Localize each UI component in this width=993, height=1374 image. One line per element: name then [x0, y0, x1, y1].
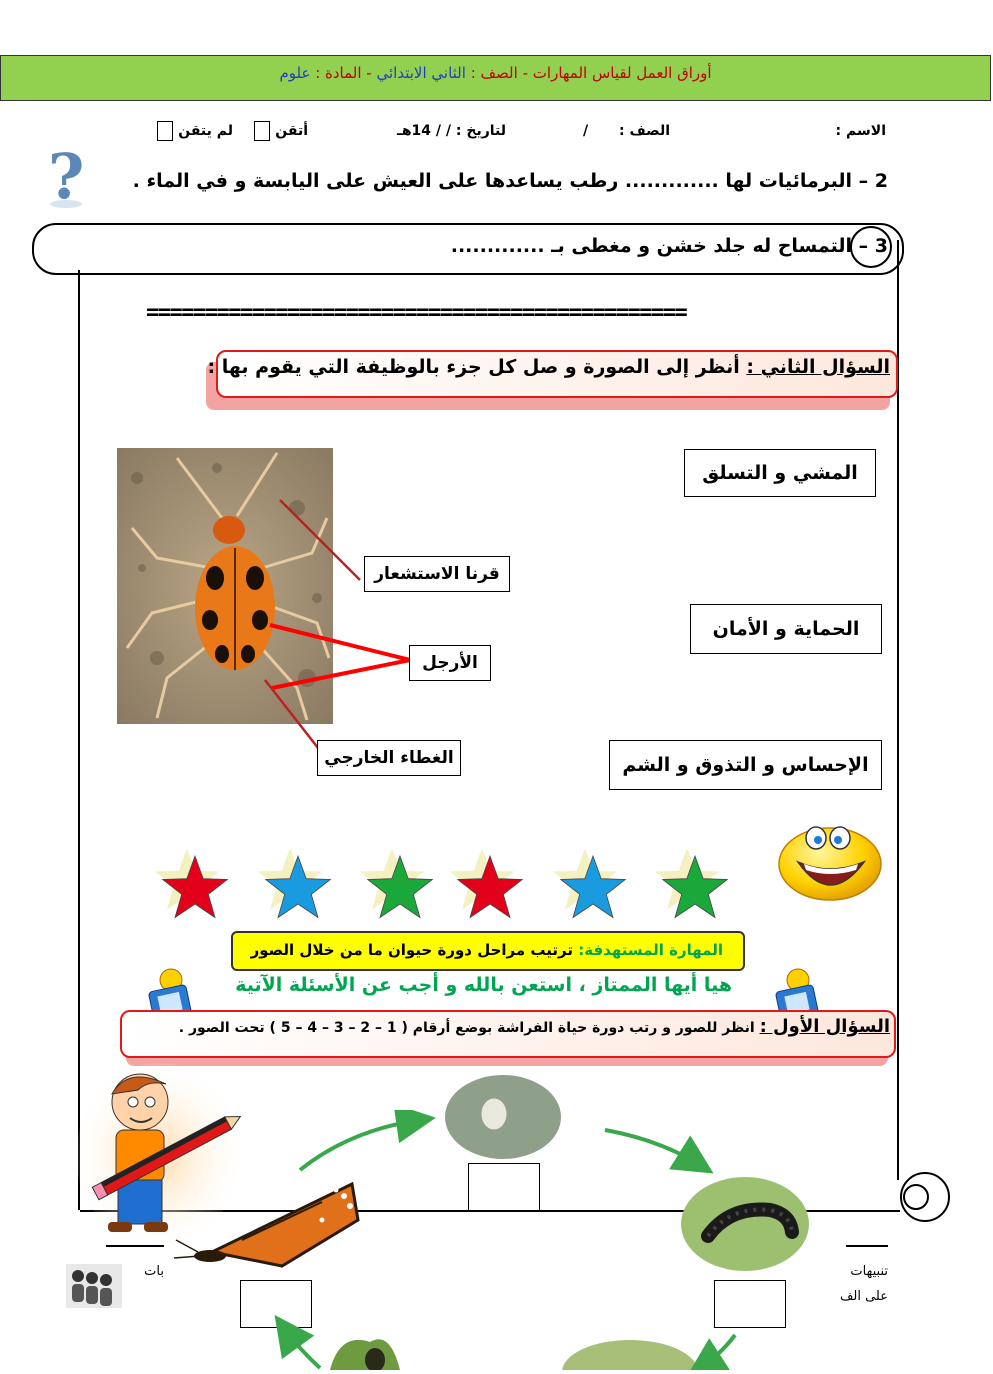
label-antennae: قرنا الاستشعار — [364, 556, 510, 592]
footer-notes-line-2: على الف — [839, 1289, 888, 1304]
date-slashes: / / — [435, 123, 452, 139]
smiley-icon — [776, 818, 884, 902]
question-1-box — [120, 1010, 896, 1058]
header-separator-2: - — [361, 64, 372, 82]
question-2-box — [207, 350, 898, 398]
question-1-prefix: السؤال الأول : — [759, 1016, 890, 1037]
header-grade-value: الثاني الابتدائي — [376, 64, 466, 82]
footer-line-left — [106, 1245, 164, 1247]
header-title — [1, 64, 990, 82]
mastered-field — [250, 121, 308, 141]
mastered-checkbox[interactable] — [254, 121, 270, 141]
star-icon — [368, 856, 433, 918]
label-exoskeleton: الغطاء الخارجي — [317, 740, 461, 776]
target-skill-box — [231, 931, 745, 971]
date-label: لتاريخ : — [455, 123, 506, 139]
function-walking-climbing[interactable]: المشي و التسلق — [684, 449, 876, 497]
header-grade-label: الصف : — [470, 64, 518, 82]
question-2-text: أنظر إلى الصورة و صل كل جزء بالوظيفة التي يقوم بها : — [207, 356, 747, 378]
not-mastered-field — [155, 121, 233, 141]
not-mastered-label: لم يتقن — [178, 123, 233, 139]
header-worksheet-title: أوراق العمل لقياس المهارات — [532, 64, 712, 82]
grade-field-text: الصف : — [619, 123, 670, 139]
question-mark-icon — [38, 140, 93, 210]
header-subject-label: المادة : — [315, 64, 362, 82]
name-label: الاسم : — [835, 123, 886, 139]
motivation-line: هيا أيها الممتاز ، استعن بالله و أجب عن الأسئلة الآتية — [235, 974, 732, 996]
footer-notes-line-1: تنبيهات — [850, 1264, 888, 1279]
section-separator: ============================================== — [146, 300, 687, 325]
footer-fragment: بات — [144, 1264, 164, 1279]
mastered-label: أتقن — [275, 123, 308, 139]
star-icon — [458, 856, 523, 918]
target-skill-value: ترتيب مراحل دورة حيوان ما من خلال الصور — [250, 941, 579, 959]
date-field — [340, 123, 506, 139]
question-1-header — [179, 1016, 890, 1037]
not-mastered-checkbox[interactable] — [157, 121, 173, 141]
question-2-prefix: السؤال الثاني : — [746, 356, 890, 378]
scroll-curl-bottom — [898, 1170, 952, 1224]
target-skill-label: المهارة المستهدفة: — [578, 941, 723, 959]
date-year: 14هـ — [397, 123, 432, 139]
star-icon — [561, 856, 626, 918]
star-icon — [266, 856, 331, 918]
stars-row — [150, 850, 740, 924]
question-1-text: انظر للصور و رتب دورة حياة الفراشة بوضع أرقام ( 1 – 2 – 3 – 4 – 5 ) تحت الصور . — [178, 1020, 760, 1036]
question-2-header — [208, 356, 891, 378]
question-3-line: 3 – التمساح له جلد خشن و مغطى بـ ............. — [450, 235, 888, 257]
grade-field-slash: / — [583, 123, 589, 139]
label-legs: الأرجل — [409, 645, 491, 681]
svg-text:?: ? — [48, 140, 85, 210]
header-subject-value: علوم — [279, 64, 311, 82]
star-icon — [663, 856, 728, 918]
people-group-icon — [66, 1264, 122, 1308]
life-cycle-arrows — [250, 1110, 770, 1370]
header-banner — [0, 55, 991, 101]
header-separator: - — [517, 64, 528, 82]
function-sensing[interactable]: الإحساس و التذوق و الشم — [609, 740, 882, 790]
target-skill-text — [251, 941, 723, 959]
grade-field-label — [560, 123, 670, 139]
question-2-line: 2 – البرمائيات لها ............. رطب يساعدها على العيش على اليابسة و في الماء . — [132, 170, 888, 192]
footer-line-right — [846, 1245, 888, 1247]
function-protection[interactable]: الحماية و الأمان — [690, 604, 882, 654]
pointer-lines — [260, 490, 420, 760]
star-icon — [163, 856, 228, 918]
